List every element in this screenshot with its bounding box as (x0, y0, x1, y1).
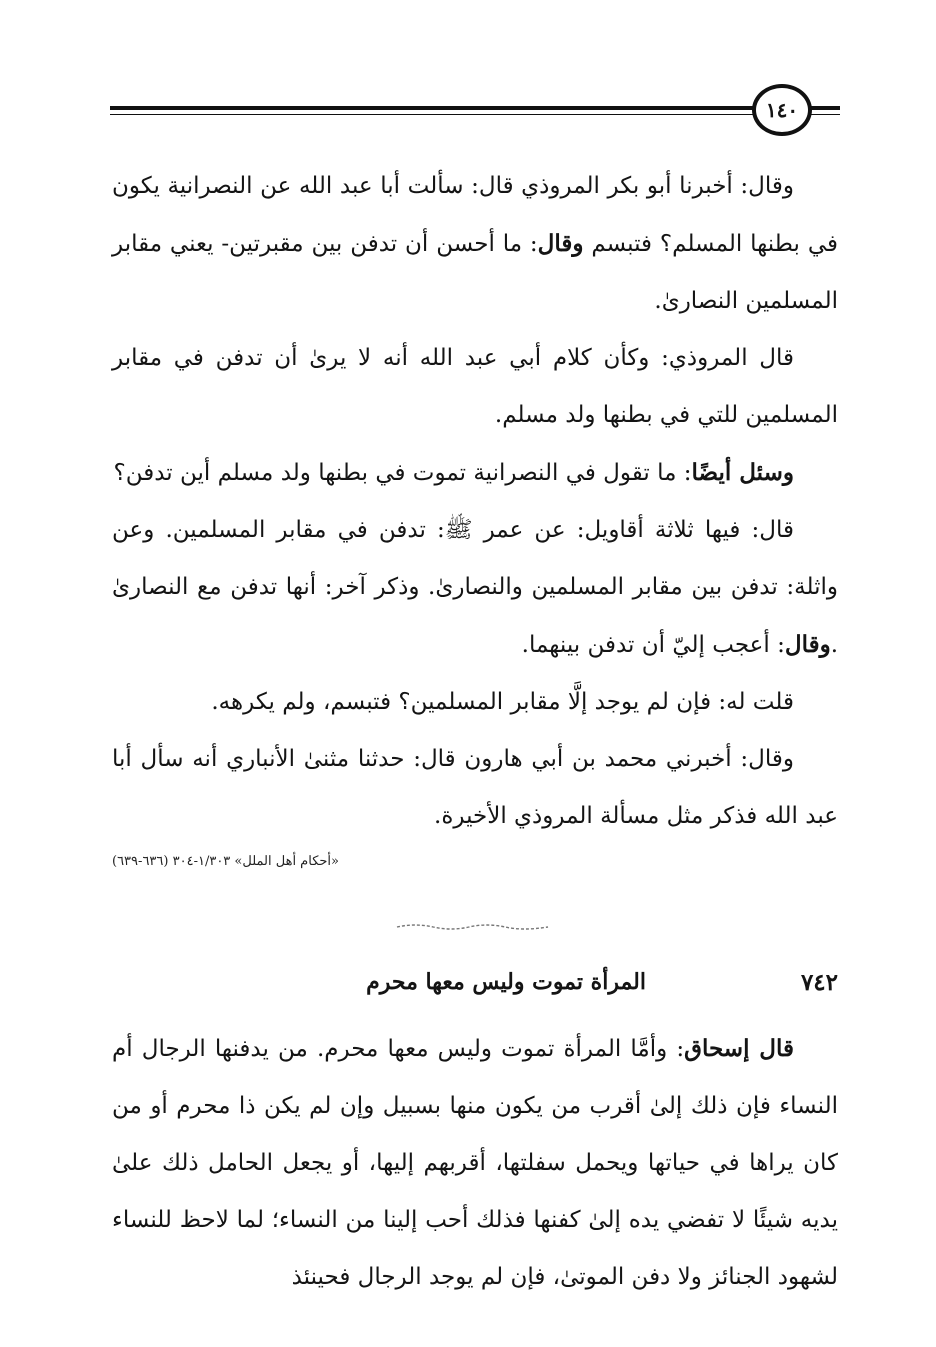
bottom-section-text (112, 1020, 838, 1306)
header-rule-thin (110, 114, 840, 115)
paragraph-4: قال: فيها ثلاثة أقاويل: عن عمر ﷺ: تدفن في مقابر المسلمين. وعن واثلة: تدفن بين مقابر المسلمين والنصارىٰ. وذكر آخر: أنها تدفن مع النصارىٰ .وقال: أعجب إليّ أن تدفن بينهما. (112, 517, 838, 658)
source-citation: «أحكام أهل الملل» ١/٣٠٣-٣٠٤ (٦٣٦-٦٣٩) (112, 854, 339, 869)
page-number-badge (752, 84, 812, 136)
paragraph-1: وقال: أخبرنا أبو بكر المروذي قال: سألت أبا عبد الله عن النصرانية يكون في بطنها المسلم؟ فتبسم وقال: ما أحسن أن تدفن بين مقبرتين- يعني مقابر المسلمين النصارىٰ. (112, 173, 838, 314)
paragraph-3: وسئل أيضًا: ما تقول في النصرانية تموت في بطنها ولد مسلم أين تدفن؟ (113, 459, 794, 486)
section-divider-ornament (395, 922, 550, 932)
paragraph-7: قال إسحاق: وأمَّا المرأة تموت وليس معها محرم. من يدفنها الرجال أم النساء فإن ذلك إلىٰ أقرب من يكون منها بسبيل وإن لم يكن ذا محرم أو من كان يراها في حياتها ويحمل سفلتها، أقربهم إليها، أو يجعل الحامل ذلك علىٰ يديه شيئًا لا تفضي يده إلىٰ كفنها فذلك أحب إلينا من النساء؛ لما لاحظ للنساء لشهود الجنائز ولا دفن الموتىٰ، فإن لم يوجد الرجال فحينئذ (112, 1035, 838, 1290)
paragraph-6: وقال: أخبرني محمد بن أبي هارون قال: حدثنا مثنىٰ الأنباري أنه سأل أبا عبد الله فذكر مثل مسألة المروذي الأخيرة. (112, 746, 838, 829)
paragraph-2: قال المروذي: وكأن كلام أبي عبد الله أنه لا يرىٰ أن تدفن في مقابر المسلمين للتي في بطنها ولد مسلم. (112, 345, 838, 428)
page-header (110, 84, 840, 144)
header-rule-thick (110, 106, 840, 110)
section-title: المرأة تموت وليس معها محرم (366, 969, 646, 995)
top-section-text (112, 158, 838, 845)
page-number: ١٤٠ (765, 98, 799, 122)
section-number: ٧٤٢ (800, 969, 838, 996)
paragraph-5: قلت له: فإن لم يوجد إلَّا مقابر المسلمين؟ فتبسم، ولم يكرهه. (211, 689, 794, 715)
section-heading (112, 967, 838, 1007)
